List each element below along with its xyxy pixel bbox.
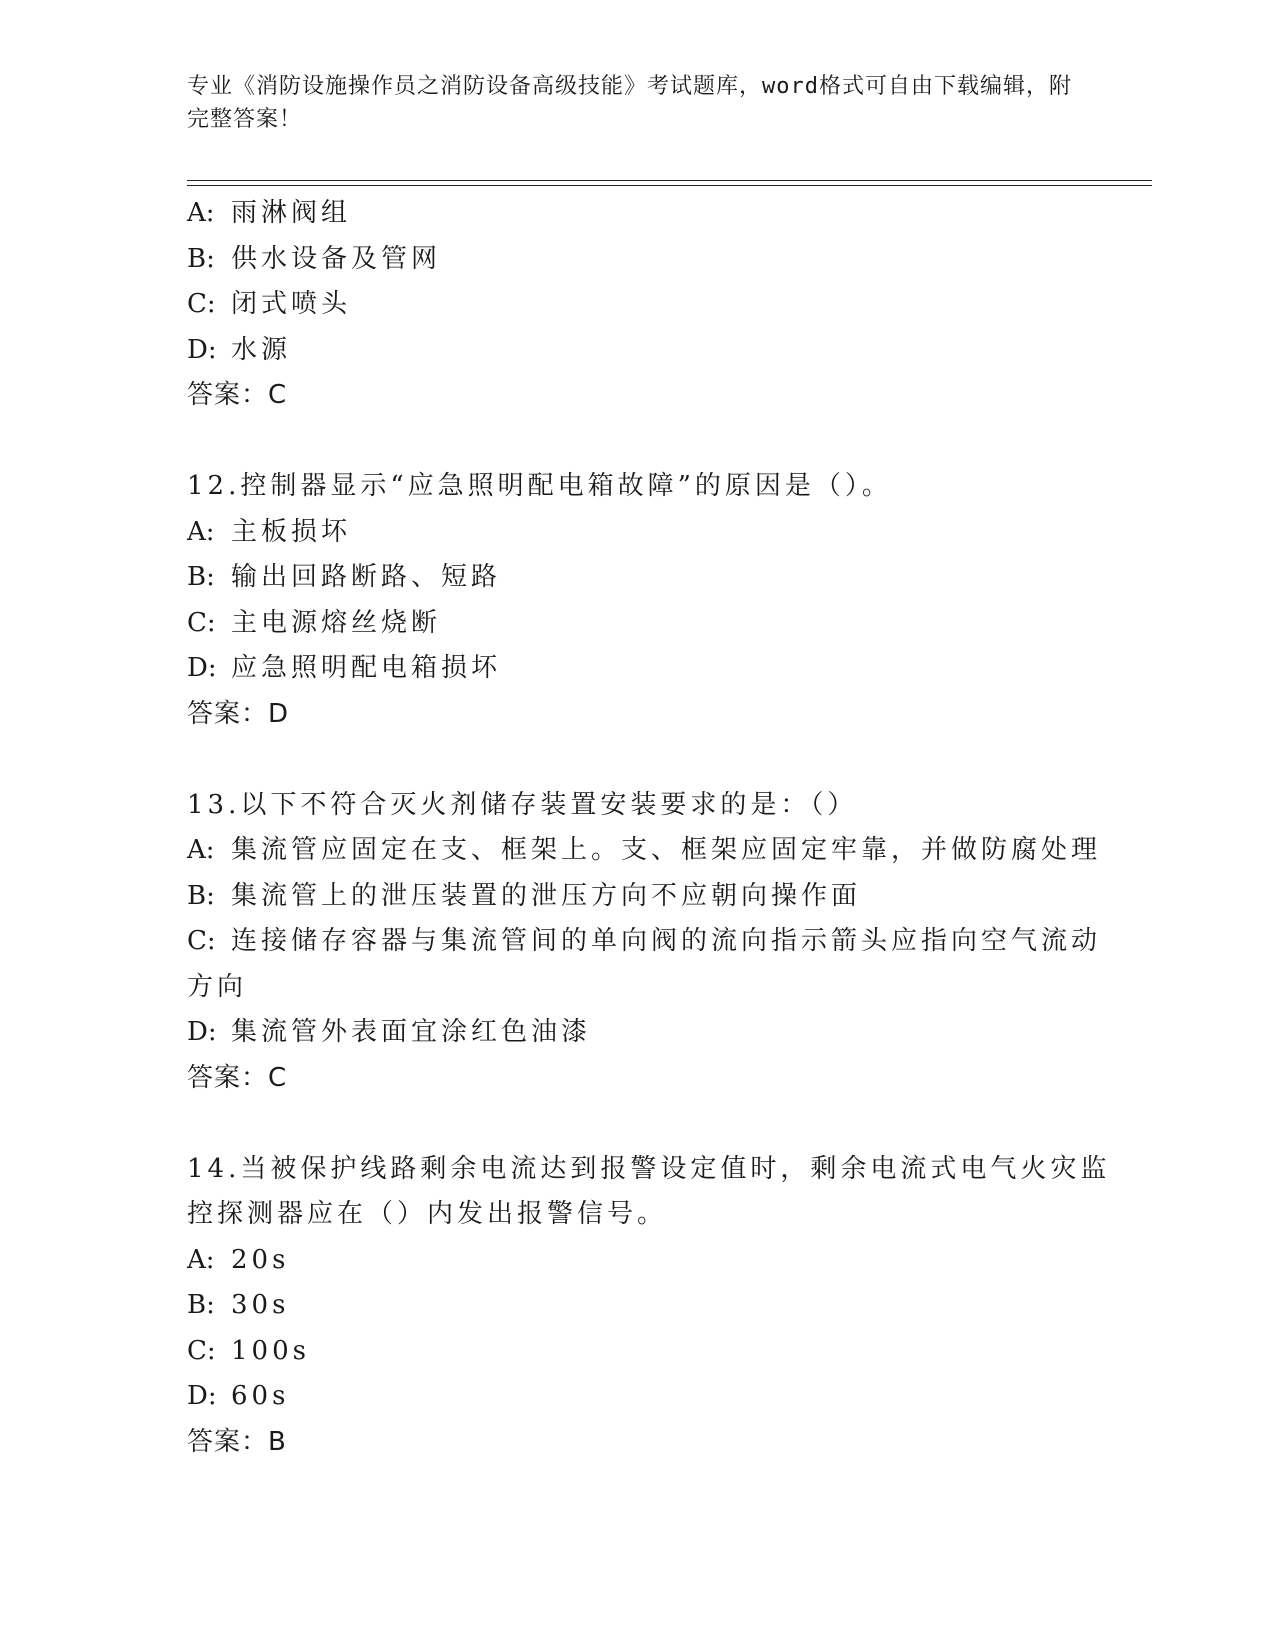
answer-line: 答案：C (187, 380, 288, 410)
option-letter: C: (187, 607, 216, 638)
option-a (187, 510, 1087, 556)
option-c (187, 919, 1102, 965)
option-letter: B: (187, 880, 215, 911)
option-letter: A: (187, 1244, 215, 1275)
question-11 (187, 191, 1087, 419)
option-letter: A: (187, 198, 215, 228)
option-text: 集流管上的泄压装置的泄压方向不应朝向操作面 (231, 880, 862, 911)
option-c-continuation: 方向 (187, 971, 248, 1002)
header-divider-top (187, 180, 1152, 181)
option-c (187, 1329, 1087, 1375)
option-letter: D: (187, 1381, 217, 1411)
option-d (187, 1010, 1087, 1056)
question-12 (187, 464, 1087, 737)
option-letter: D: (187, 653, 217, 683)
option-b (187, 1283, 1087, 1329)
option-a (187, 191, 1087, 237)
option-text: 应急照明配电箱损坏 (231, 653, 502, 683)
option-text: 60s (231, 1381, 290, 1411)
option-text: 20s (231, 1244, 290, 1275)
question-14 (187, 1147, 1111, 1466)
answer-line: 答案：D (187, 698, 290, 729)
answer-line: 答案：B (187, 1426, 287, 1457)
spacer (187, 737, 1087, 783)
option-letter: A: (187, 835, 215, 865)
option-text: 主电源熔丝烧断 (231, 607, 442, 638)
option-text: 供水设备及管网 (231, 243, 442, 274)
document-header: 专业《消防设施操作员之消防设备高级技能》考试题库，word格式可自由下载编辑，附完整答案！ (187, 74, 1072, 132)
option-d (187, 1374, 1087, 1420)
option-d (187, 646, 1087, 692)
option-c (187, 282, 1087, 328)
option-text: 输出回路断路、短路 (231, 562, 502, 592)
option-text: 100s (231, 1335, 310, 1366)
spacer (187, 419, 1087, 465)
option-letter: D: (187, 1017, 217, 1047)
option-letter: C: (187, 289, 216, 319)
option-b (187, 874, 1087, 920)
option-text: 集流管应固定在支、框架上。支、框架应固定牢靠，并做防腐处理 (231, 835, 1102, 865)
question-list (187, 191, 1111, 1465)
option-letter: D: (187, 334, 217, 365)
option-a (187, 828, 1102, 874)
option-b (187, 555, 1087, 601)
option-text: 闭式喷头 (231, 289, 352, 319)
option-letter: C: (187, 926, 216, 956)
question-text-line1: 14.当被保护线路剩余电流达到报警设定值时，剩余电流式电气火灾监 (187, 1153, 1111, 1184)
spacer (187, 1101, 1087, 1147)
option-letter: B: (187, 1290, 215, 1320)
question-13 (187, 783, 1102, 1102)
option-text: 雨淋阀组 (231, 198, 352, 228)
option-text: 连接储存容器与集流管间的单向阀的流向指示箭头应指向空气流动 (231, 926, 1102, 956)
question-text: 12.控制器显示“应急照明配电箱故障”的原因是（）。 (187, 471, 892, 501)
option-text: 集流管外表面宜涂红色油漆 (231, 1017, 592, 1047)
question-text: 13.以下不符合灭火剂储存装置安装要求的是：（） (187, 789, 858, 820)
option-text: 30s (231, 1290, 290, 1320)
option-text: 水源 (231, 334, 292, 365)
option-a (187, 1238, 1087, 1284)
option-letter: A: (187, 516, 215, 547)
option-letter: C: (187, 1335, 216, 1366)
option-d (187, 328, 1087, 374)
answer-line: 答案：C (187, 1062, 288, 1093)
option-c (187, 601, 1087, 647)
option-letter: B: (187, 562, 215, 592)
option-letter: B: (187, 243, 215, 274)
option-b (187, 237, 1087, 283)
header-divider-bottom (187, 185, 1152, 186)
question-text-line2: 控探测器应在（）内发出报警信号。 (187, 1199, 668, 1229)
option-text: 主板损坏 (231, 516, 352, 547)
